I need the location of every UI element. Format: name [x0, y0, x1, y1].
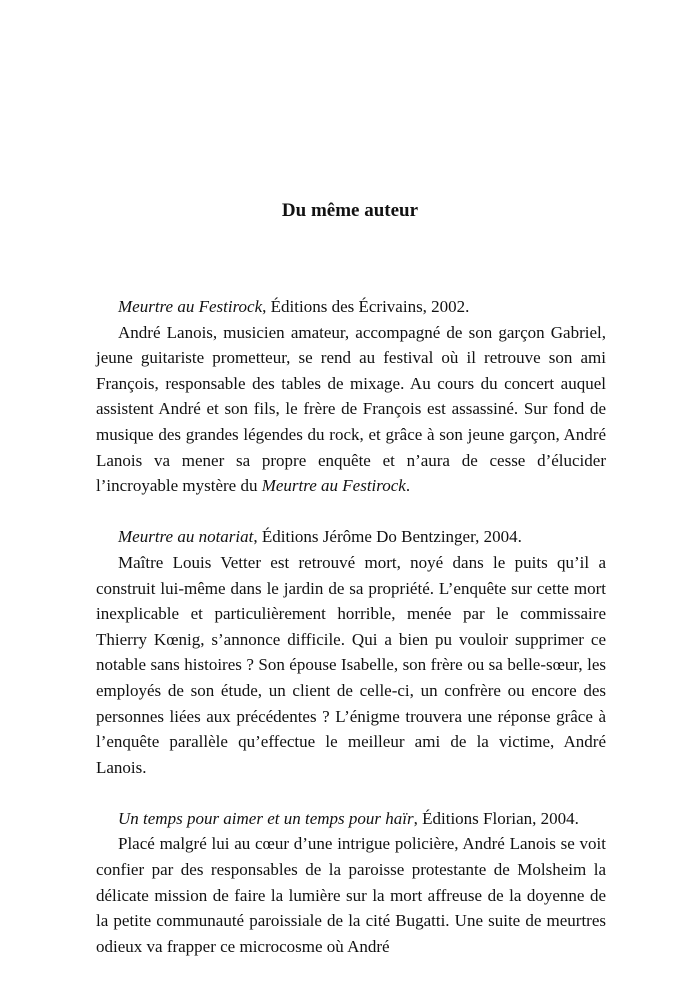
bibliography	[96, 294, 606, 985]
book-publication: , Éditions Florian, 2004.	[413, 808, 579, 828]
book-entry	[96, 524, 606, 780]
book-title: Meurtre au Festirock	[118, 297, 263, 316]
book-summary: Maître Louis Vetter est retrouvé mort, noyé dans le puits qu’il a construit lui-même dans le jardin de sa propriété. L’enquête sur cette mort inexplicable et particulièrement horrible, menée par le commissaire Thierry Kœnig, s’annonce difficile. Qui a bien pu vouloir supprimer ce notable sans histoires ? Son épouse Isabelle, son frère ou sa belle-sœur, les employés de son étude, un client de celle-ci, un confrère ou encore des personnes liées aux précédentes ? L’énigme trouvera une réponse grâce à l’enquête parallèle qu’effectue le meilleur ami de la victime, André Lanois.	[96, 552, 606, 777]
book-entry	[96, 806, 606, 960]
book-title: Un temps pour aimer et un temps pour haïr	[118, 808, 414, 828]
book-title-reference: Meurtre au Festirock	[261, 476, 406, 496]
book-heading	[96, 524, 606, 550]
book-summary: Placé malgré lui au cœur d’une intrigue policière, André Lanois se voit confier par des responsables de la paroisse protestante de Molsheim la délicate mission de faire la lumière sur la mort affreuse de la doyenne de la petite communauté paroissiale de la cité Bugatti. Une suite de meurtres odieux va frapper ce microcosme où André	[96, 834, 606, 956]
book-heading	[96, 294, 606, 320]
page-title: Du même auteur	[281, 200, 419, 221]
book-heading	[96, 806, 606, 832]
book-entry	[96, 294, 606, 499]
book-title: Meurtre au notariat	[118, 527, 254, 547]
book-summary: André Lanois, musicien amateur, accompagné de son garçon Gabriel, jeune guitariste prometteur, se rend au festival où il retrouve son ami François, responsable des tables de mixage. Au cours du concert auquel assistent André et son fils, le frère de François est assassiné. Sur fond de musique des grandes légendes du rock, et grâce à son jeune garçon, André Lanois va mener sa propre enquête et n’aura de cesse d’élucider l’incroyable mystère du Meurtre au Festirock.	[96, 322, 606, 496]
book-publication: , Éditions des Écrivains, 2002.	[262, 297, 470, 316]
book-publication: , Éditions Jérôme Do Bentzinger, 2004.	[253, 527, 522, 547]
